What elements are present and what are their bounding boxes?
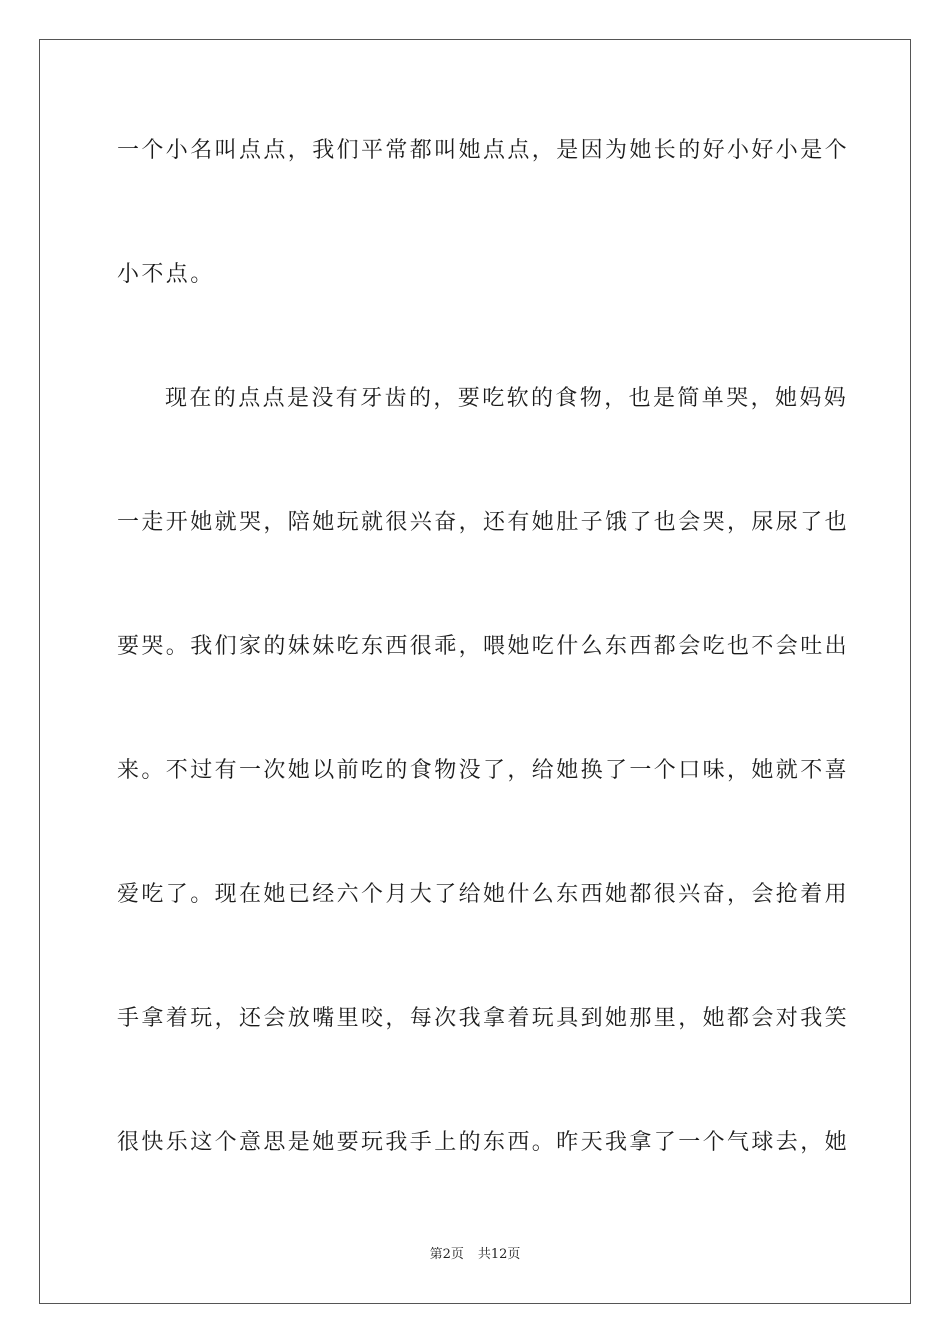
text-line-6: 来。不过有一次她以前吃的食物没了，给她换了一个口味，她就不喜 [117, 758, 850, 783]
page-footer [0, 1246, 950, 1264]
page-number-total: 共12页 [477, 1247, 521, 1262]
page-border [39, 39, 911, 1304]
text-line-7: 爱吃了。现在她已经六个月大了给她什么东西她都很兴奋，会抢着用 [117, 882, 850, 907]
text-line-9: 很快乐这个意思是她要玩我手上的东西。昨天我拿了一个气球去，她 [117, 1130, 850, 1155]
text-line-2: 小不点。 [117, 262, 215, 287]
text-line-1: 一个小名叫点点，我们平常都叫她点点，是因为她长的好小好小是个 [117, 138, 850, 163]
text-line-3: 现在的点点是没有牙齿的，要吃软的食物，也是简单哭，她妈妈 [165, 386, 849, 411]
text-line-8: 手拿着玩，还会放嘴里咬，每次我拿着玩具到她那里，她都会对我笑 [117, 1006, 850, 1031]
text-line-5: 要哭。我们家的妹妹吃东西很乖，喂她吃什么东西都会吃也不会吐出 [117, 634, 850, 659]
page-number-current: 第2页 [429, 1247, 464, 1262]
text-line-4: 一走开她就哭，陪她玩就很兴奋，还有她肚子饿了也会哭，尿尿了也 [117, 510, 850, 535]
